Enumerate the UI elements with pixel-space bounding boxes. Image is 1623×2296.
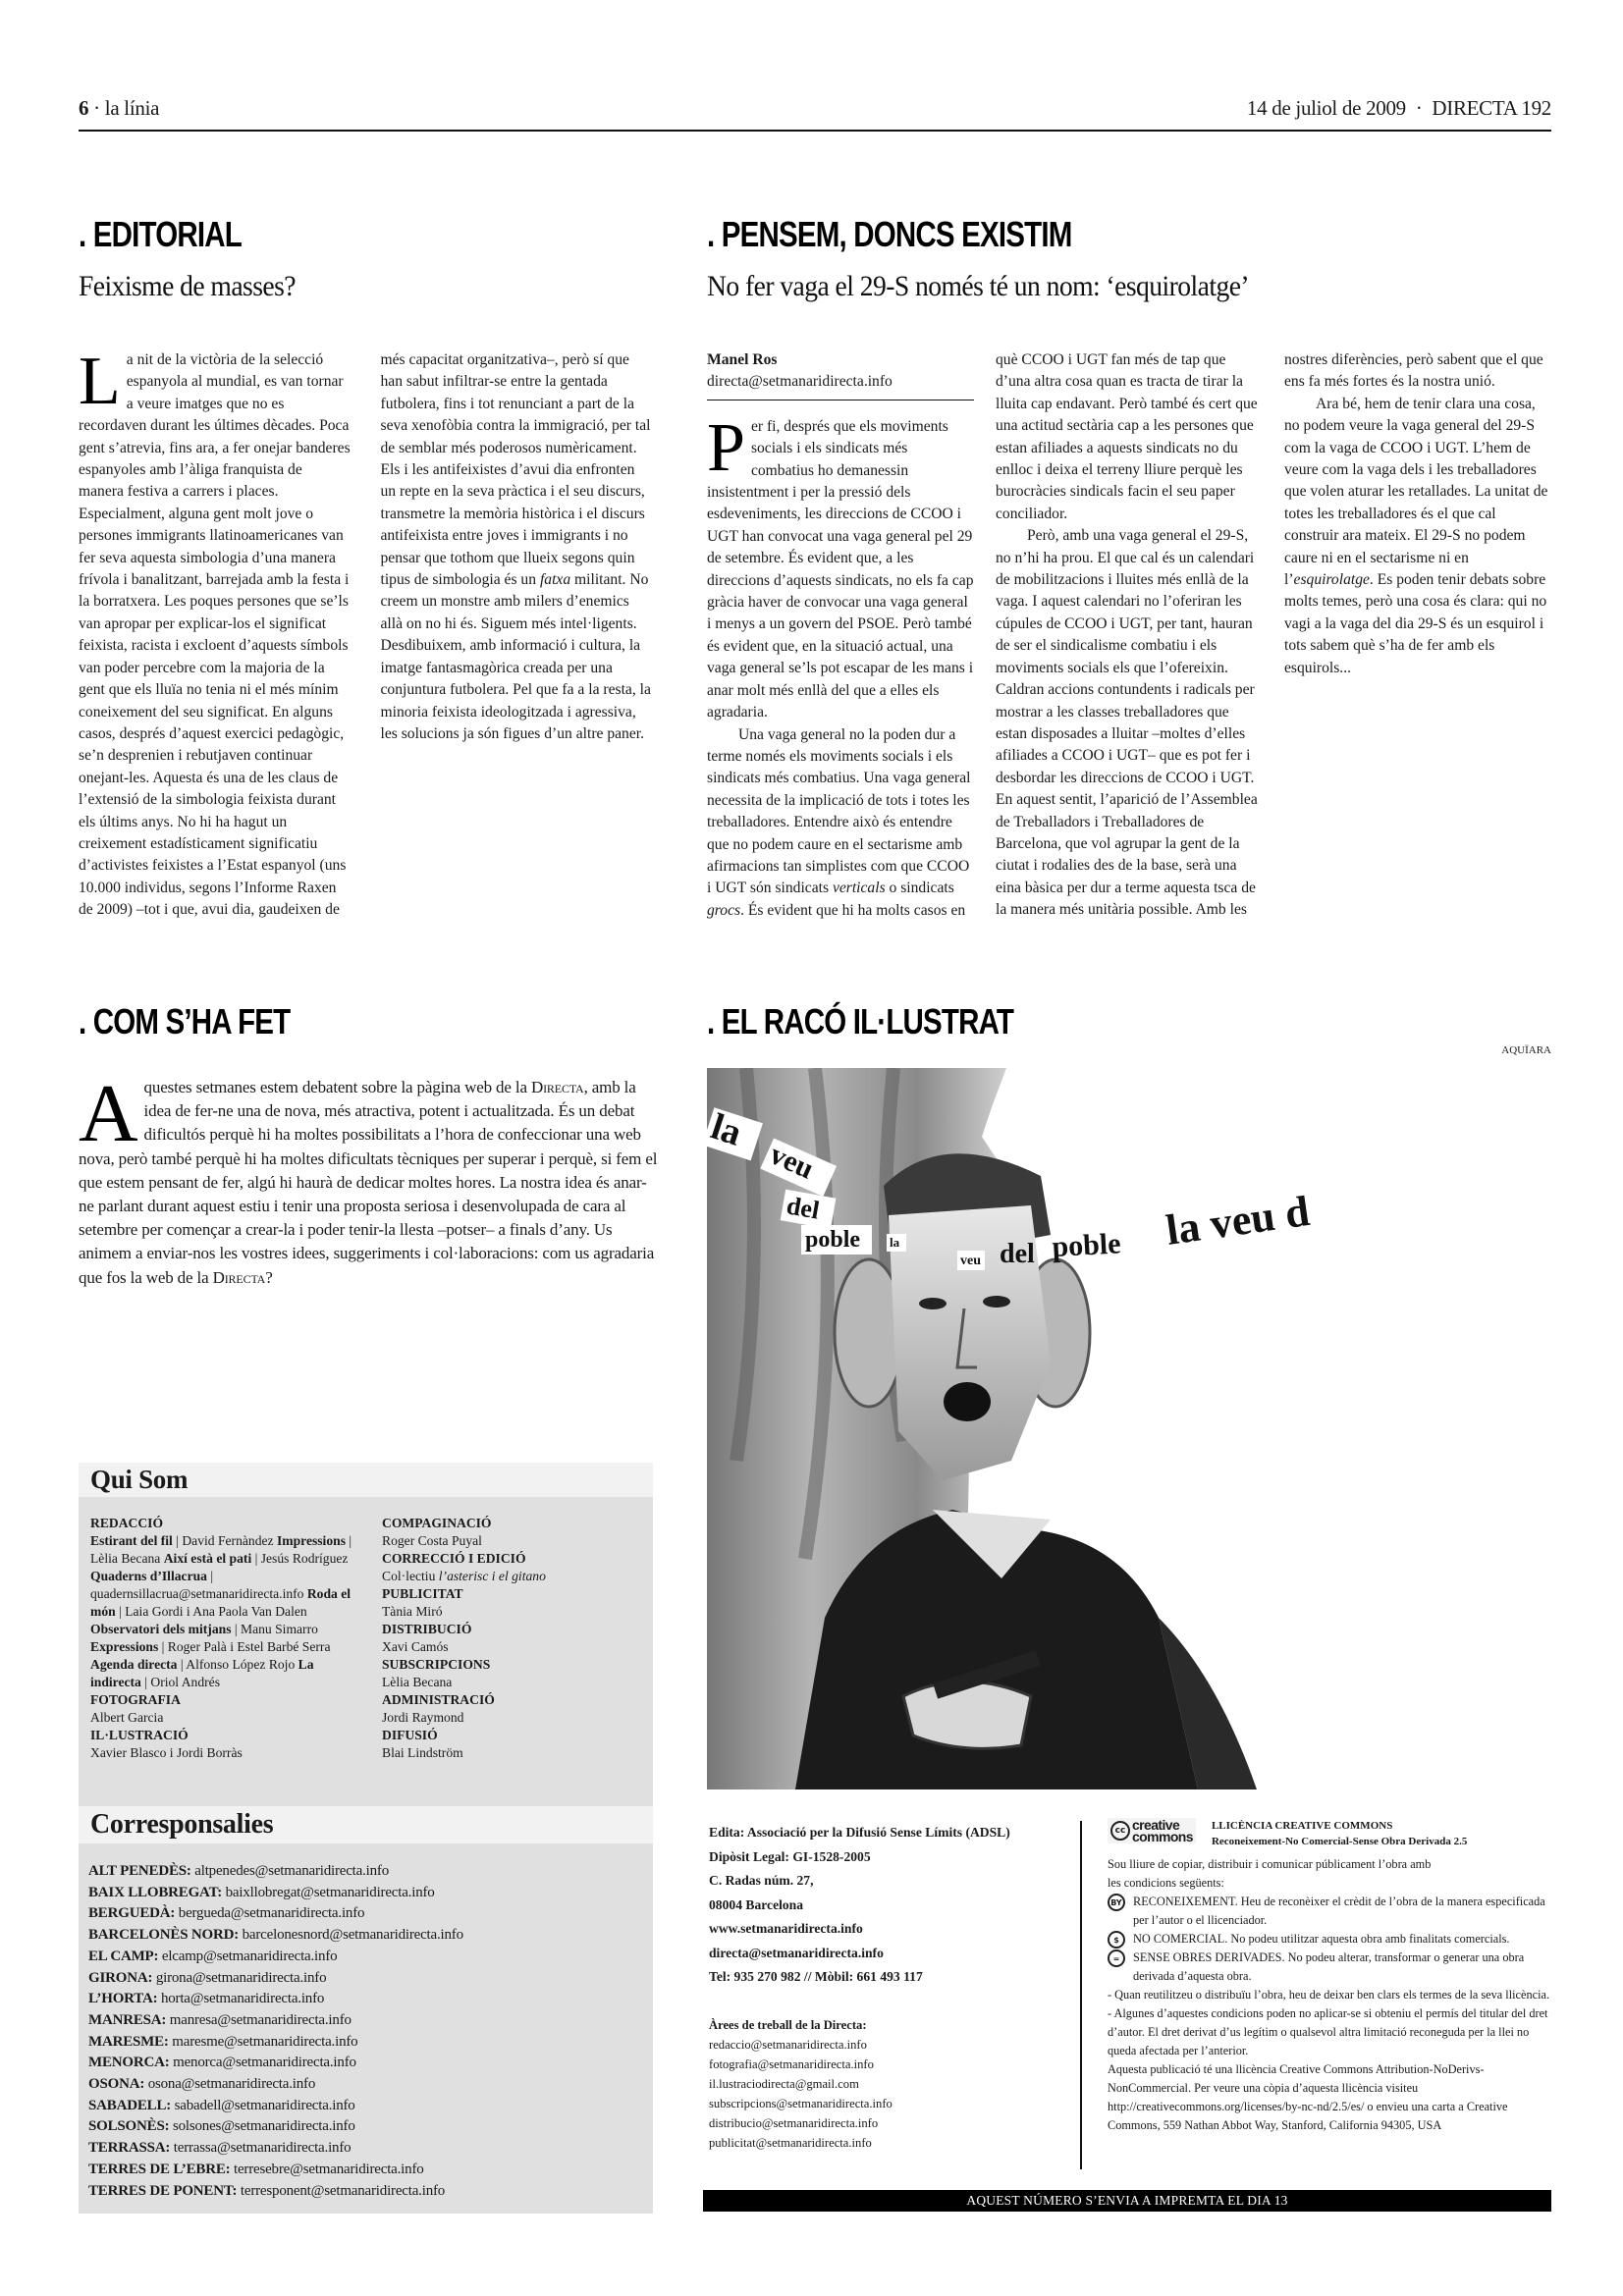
license-note: Aquesta publicació té una llicència Creative Commons Attribution-NoDerivs- NonCommercial. Per veure una còpia d’aquesta llicència visiteu http://creativecommons.org/licenses/by-nc-nd/2.5/es/ o envieu una carta a Creative Commons, 559 Nathan Abbot Way, Stanford, California 94305, USA (1108, 2062, 1508, 2132)
staff-line (90, 1691, 360, 1709)
region-name: GIRONA: (88, 1969, 153, 1986)
staff-line (382, 1532, 637, 1550)
text-run: , amb la idea de fer-ne una de nova, més atractiva, potent i actualitzada. És un debat dificultós perquè hi ha moltes possibilitats a l’hora de confeccionar una web nova, però també perquè hi ha moltes dificultats tècniques per superar i perquè, si fem el que estem pensant de fer, algú hi haurà de dedicar moltes hores. La nostra idea és anar-ne parlant durant aquest estiu i tenir una proposta seriosa i desenvolupada de cara al setembre per començar a crear-la i poder tenir-la llesta –potser– a finals d’any. Us animem a enviar-nos les vostres idees, suggeriments i col·laboracions: com us agradaria que fos la web de la (79, 1078, 658, 1287)
text-run: Impressions (276, 1533, 346, 1548)
condition-name: RECONEIXEMENT. (1133, 1895, 1238, 1908)
text-run: Xavi Camós (382, 1639, 449, 1654)
text-run: Així està el pati (163, 1551, 252, 1566)
staff-line (90, 1515, 360, 1532)
text-run: Lèlia Becana (382, 1675, 453, 1689)
license-note: - Quan reutilitzeu o distribuïu l’obra, heu de deixar ben clars els termes de la seva llicència. (1108, 1988, 1550, 2002)
collage-word: la (707, 1105, 747, 1154)
collage-word: la veu d (1163, 1186, 1313, 1255)
text-run: FOTOGRAFIA (90, 1692, 181, 1707)
staff-line (382, 1656, 637, 1674)
region-email[interactable]: terrassa@setmanaridirecta.info (170, 2140, 352, 2157)
collage-word: del (784, 1191, 822, 1225)
text-run: Tània Miró (382, 1604, 443, 1619)
text-run: Estirant del fil (90, 1533, 173, 1548)
text-run: er fi, després que els moviments socials i els sindicats més combatius ho demanessin insistentment i per la pressió dels esdeveniments, les direccions de CCOO i UGT han convocat una vaga general pel 29 de setembre. És evident que, a les direccions d’aquests sindicats, no els fa cap gràcia haver de convocar una vaga general i menys a un govern del PSOE. Però també és evident que, en la situació actual, una vaga general se’ls pot escapar de les mans i anar molt més enllà del que a elles els agradaria. (707, 417, 974, 721)
creative-commons-logo (1108, 1818, 1196, 1843)
text-run: DIFUSIÓ (382, 1728, 438, 1742)
work-area-email[interactable]: redaccio@setmanaridirecta.info (709, 2038, 867, 2052)
byline (707, 349, 974, 400)
text-run: Ara bé, hem de tenir clara una cosa, no podem veure la vaga general del 29-S com la vaga de CCOO i UGT. L’hem de veure com la vaga dels i les treballadores que volen aturar les retallades. La unitat de totes les treballadores és el que cal construir ara mateix. El 29-S no podem caure ni en el sectarisme ni en l’ (1284, 395, 1548, 589)
region-name: MARESME: (88, 2033, 169, 2050)
license-title-block (1212, 1818, 1467, 1849)
imprint-line: directa@setmanaridirecta.info (709, 1945, 884, 1960)
correspondent-item (88, 2032, 643, 2054)
qui-som-title: Qui Som (79, 1463, 653, 1497)
license-note: - Algunes d’aquestes condicions poden no aplicar-se si obteniu el permís del titular del dret d’autor. El dret derivat d’us legítim o qualsevol altra limitació reconeguda per la llei no queda afectada per l’anterior. (1108, 2006, 1548, 2057)
region-email[interactable]: maresme@setmanaridirecta.info (168, 2033, 358, 2050)
license-condition (1108, 1949, 1554, 1986)
author-email[interactable]: directa@setmanaridirecta.info (707, 373, 893, 391)
text-run: Agenda directa (90, 1657, 178, 1672)
collage-word: veu (960, 1254, 981, 1268)
condition-desc: No podeu utilitzar aquesta obra amb finalitats comercials. (1227, 1932, 1510, 1946)
collage-image (707, 1068, 1551, 1789)
cc-wordmark-bottom: commons (1132, 1829, 1193, 1844)
correspondent-item (88, 1947, 643, 1968)
correspondent-item (88, 2096, 643, 2117)
mouth (944, 1382, 991, 1421)
region-email[interactable]: sabadell@setmanaridirecta.info (171, 2097, 355, 2113)
correspondent-item (88, 1903, 643, 1925)
page-number: 6 (79, 96, 89, 120)
correspondent-item (88, 2074, 643, 2096)
text-run: SUBSCRIPCIONS (382, 1657, 491, 1672)
cc-icon: cc (1110, 1821, 1130, 1841)
com-sha-fet-kicker: . COM S’HA FET (79, 1001, 291, 1041)
illustration-credit: AQUÏARA (1501, 1044, 1551, 1056)
collage-word: del (1000, 1239, 1035, 1269)
region-name: MANRESA: (88, 2011, 167, 2028)
staff-line (382, 1603, 637, 1621)
collage-illustration (707, 1068, 1551, 1789)
header-rule (79, 130, 1551, 132)
work-area-email[interactable]: publicitat@setmanaridirecta.info (709, 2136, 872, 2150)
license-header (1108, 1818, 1554, 1849)
cc-wordmark (1132, 1819, 1193, 1842)
license-intro: Sou lliure de copiar, distribuir i comunicar públicament l’obra amb les condicions següents: (1108, 1857, 1432, 1890)
staff-line (90, 1727, 360, 1744)
text-run: IL·LUSTRACIÓ (90, 1728, 189, 1742)
staff-line (382, 1674, 637, 1691)
imprint-line: Dipòsit Legal: GI-1528-2005 (709, 1848, 871, 1864)
text-run: . És evident que hi ha molts casos en què CCOO i UGT fan més de tap que d’una altra cosa quan es tracta de tirar la lluita cap endavant. Però també és cert que una actitud sectària cap a les persones que estan afiliades a aquests sindicats no du enlloc i deixa el terreny lliure perquè les burocràcies sindicals facin el seu paper conciliador. (740, 351, 1258, 919)
license-condition (1108, 1930, 1554, 1949)
text-run: PUBLICITAT (382, 1586, 463, 1601)
corresponsalies-box (79, 1806, 653, 2214)
correspondent-item (88, 2160, 643, 2181)
correspondent-item (88, 1883, 643, 1904)
region-email[interactable]: menorca@setmanaridirecta.info (169, 2055, 356, 2071)
region-email[interactable]: elcamp@setmanaridirecta.info (158, 1948, 338, 1964)
imprint-line: www.setmanaridirecta.info (709, 1921, 863, 1936)
text-run: questes setmanes estem debatent sobre la pàgina web de la (143, 1078, 531, 1096)
text-run: | Manu Simarro (231, 1622, 318, 1636)
text-run: militant. No creem un monstre amb milers d’enemics allà on no hi és. Siguem més intel·ligents. Desdibuixem, amb informació i cultura, la imatge fantasmagòrica creada per una conjuntura futbolera. Pel que fa a la resta, la minoria feixista ideologitzada i agressiva, les solucions ja són figues d’un altre paner. (380, 571, 651, 742)
text-run: | Alfonso López Rojo (177, 1657, 298, 1672)
text-run: o sindicats (885, 880, 954, 897)
condition-text (1133, 1949, 1545, 1986)
text-run: Expressions (90, 1639, 159, 1654)
work-area-email[interactable]: il.lustraciodirecta@gmail.com (709, 2077, 859, 2091)
region-name: BERGUEDÀ: (88, 1905, 176, 1922)
text-run: La indirecta (90, 1657, 314, 1689)
work-areas-list (709, 2035, 1072, 2153)
imprint-line: C. Radas núm. 27, (709, 1873, 814, 1888)
correspondent-item (88, 1968, 643, 1990)
correspondent-item (88, 2053, 643, 2074)
correspondent-item (88, 2116, 643, 2138)
staff-line (382, 1709, 637, 1727)
pensem-paragraph (1284, 394, 1551, 679)
region-email[interactable]: terresponent@setmanaridirecta.info (237, 2182, 446, 2199)
work-areas-title: Àrees de treball de la Directa: (709, 2018, 867, 2032)
text-run: ? (265, 1267, 273, 1287)
correspondent-item (88, 2181, 643, 2203)
pensem-body (707, 349, 1551, 938)
drop-cap: L (79, 344, 121, 419)
text-run: Albert Garcia (90, 1710, 164, 1725)
text-run: Però, amb una vaga general el 29-S, no n’hi ha prou. El que cal és un calendari de mobilitzacions i lluites més enllà de la vaga. I aquest calendari no l’oferiran les cúpules de CCOO i UGT, per tant, hauran de ser el sindicalisme combatiu i els moviments socials els que l’ofereixin. Caldran accions contundents i radicals per mostrar a les classes treballadores que estan disposades a lluitar –moltes d’elles afiliades a CCOO i UGT– que es pot fer i desbordar les direccions de CCOO i UGT. En aquest sentit, l’aparició de l’Assemblea de Treballadors i Treballadores de Barcelona, que vol agrupar la gent de la ciutat i rodalies des de la base, serà una eina bàsica per dur a terme aquesta tsca de la manera més unitària possible. Amb les nostres diferències, però sabent que el que ens fa més fortes és la nostra unió. (996, 351, 1543, 919)
left-eye (919, 1298, 947, 1309)
text-run: Quaderns d’Illacrua (90, 1569, 207, 1583)
text-run: DISTRIBUCIÓ (382, 1622, 472, 1636)
drop-cap: A (79, 1068, 138, 1159)
staff-line (90, 1709, 360, 1727)
staff-line (382, 1550, 637, 1568)
license-subtitle: Reconeixement-No Comercial-Sense Obra Derivada 2.5 (1211, 1836, 1468, 1847)
separator: · (1415, 96, 1423, 120)
region-name: TERRES DE L’EBRE: (88, 2161, 231, 2177)
text-run: | Laia Gordi i Ana Paola Van Dalen (115, 1604, 307, 1619)
imprint-line: Tel: 935 270 982 // Mòbil: 661 493 117 (709, 1969, 923, 1984)
collage-word: veu (765, 1138, 819, 1186)
correspondent-item (88, 1989, 643, 2010)
staff-line (382, 1727, 637, 1744)
region-email[interactable]: bergueda@setmanaridirecta.info (175, 1905, 365, 1922)
imprint-line: 08004 Barcelona (709, 1896, 804, 1912)
license-title: LLICÈNCIA CREATIVE COMMONS (1211, 1820, 1393, 1832)
drop-cap: P (707, 409, 745, 486)
text-run: Directa (530, 1078, 584, 1096)
raco-kicker: . EL RACÓ IL·LUSTRAT (707, 1001, 1014, 1041)
corresponsalies-title: Corresponsalies (79, 1806, 653, 1843)
text-run: esquirolatge (1293, 571, 1370, 589)
by-icon: BY (1108, 1894, 1125, 1911)
text-run: Una vaga general no la poden dur a terme només els moviments socials i els sindicats més combatius. Una vaga general necessita de la implicació de tots i totes les treballadores. Entendre això és entendre que no podem caure en el sectarisme amb afirmacions tan simplistes com que CCOO i UGT són sindicats (707, 725, 971, 897)
region-name: OSONA: (88, 2076, 145, 2093)
editorial-paragraph (79, 344, 653, 938)
collage-word: poble (1051, 1227, 1122, 1263)
cc-wordmark-top: creative (1132, 1817, 1180, 1833)
region-name: EL CAMP: (88, 1948, 159, 1964)
text-run: | quadernsillacrua@setmanaridirecta.info (90, 1569, 307, 1601)
license-conditions (1108, 1893, 1554, 1986)
imprint-line: Edita: Associació per la Difusió Sense Límits (ADSL) (709, 1825, 1010, 1840)
license-block (1108, 1818, 1554, 2135)
section-name: · la línia (88, 96, 160, 120)
region-email[interactable]: altpenedes@setmanaridirecta.info (190, 1863, 390, 1879)
text-run: | Oriol Andrés (140, 1675, 220, 1689)
region-name: SOLSONÈS: (88, 2118, 170, 2135)
noncommercial-icon: $ (1108, 1931, 1125, 1949)
condition-desc: Heu de reconèixer el crèdit de l’obra de la manera especificada per l’autor o el llicenciador. (1133, 1895, 1545, 1927)
text-run: | Roger Palà i Estel Barbé Serra (158, 1639, 331, 1654)
region-email[interactable]: osona@setmanaridirecta.info (144, 2076, 316, 2093)
text-run: a nit de la victòria de la selecció espanyola al mundial, es van tornar a veure imatges que no es recordaven durant les últimes dècades. Poca gent s’atrevia, fins ara, a fer onejar banderes espanyoles amb l’àliga franquista de manera festiva a carrers i places. Especialment, alguna gent molt jove o persones immigrants llatinoamericanes van fer seva aquesta simbologia d’una manera frívola i banalitzant, barrejada amb la festa i la borratxera. Les poques persones que se’ls van apropar per explicar-los el significat feixista, racista i excloent d’aquests símbols van poder percebre com la majoria de la gent que els lluïa no tenia ni el més mínim coneixement del seu significat. En alguns casos, després d’aquest exercici pedagògic, se’n desprenien i rebutjaven continuar onejant-les. Aquesta és una de les claus de l’extensió de la simbologia feixista durant els últims anys. No hi ha hagut un creixement estadísticament significatiu d’activistes feixistes a l’Estat espanyol (uns 10.000 individus, segons l’Informe Raxen de 2009) –tot i que, avui dia, gaudeixen de més capacitat organitzativa–, però sí que han sabut infiltrar-se entre la gentada futbolera, fins i tot renunciant a part de la seva xenofòbia contra la immigració, per tal de semblar més poderosos numèricament. Els i les antifeixistes d’avui dia enfronten un repte en la seva pràctica i el seu discurs, transmetre la memòria històrica i el discurs antifeixista entre joves i immigrants i no pensar que tothom que llueix segons quin tipus de simbologia és un (79, 351, 651, 919)
author-name: Manel Ros (707, 351, 778, 368)
text-run: Jordi Raymond (382, 1710, 464, 1725)
region-name: L’HORTA: (88, 1991, 158, 2007)
work-area-email[interactable]: fotografia@setmanaridirecta.info (709, 2057, 874, 2071)
text-run: Roda el món (90, 1586, 352, 1619)
issue-info (1247, 96, 1551, 121)
condition-text (1133, 1930, 1545, 1949)
condition-text (1133, 1893, 1545, 1930)
text-run: Blai Lindström (382, 1745, 463, 1760)
staff-line (382, 1621, 637, 1638)
pensem-paragraph (707, 409, 974, 724)
work-area-email[interactable]: distribucio@setmanaridirecta.info (709, 2116, 879, 2130)
issue-date: 14 de juliol de 2009 (1246, 96, 1406, 120)
region-name: BARCELONÈS NORD: (88, 1927, 240, 1944)
collage-word: la (890, 1235, 900, 1250)
text-run: CORRECCIÓ I EDICIÓ (382, 1551, 526, 1566)
region-name: ALT PENEDÈS: (88, 1863, 191, 1879)
work-areas (709, 2015, 1072, 2153)
text-run: verticals (832, 880, 886, 897)
correspondent-item (88, 2138, 643, 2160)
issue-number: DIRECTA 192 (1432, 96, 1551, 120)
correspondent-item (88, 1925, 643, 1947)
com-sha-fet-body (79, 1068, 658, 1290)
condition-name: NO COMERCIAL. (1133, 1932, 1228, 1946)
region-name: TERRASSA: (88, 2140, 171, 2157)
region-name: MENORCA: (88, 2055, 170, 2071)
text-run: fatxa (539, 571, 571, 589)
region-email[interactable]: terresebre@setmanaridirecta.info (230, 2161, 424, 2177)
text-run: | David Fernàndez (172, 1533, 277, 1548)
staff-line (382, 1515, 637, 1532)
text-run: Xavier Blasco i Jordi Borràs (90, 1745, 243, 1760)
region-email[interactable]: baixllobregat@setmanaridirecta.info (222, 1884, 435, 1900)
qui-som-box (79, 1463, 653, 1806)
column-rule (1080, 1821, 1082, 2169)
qui-som-col2 (382, 1515, 637, 1789)
correspondent-item (88, 1861, 643, 1883)
text-run: ADMINISTRACIÓ (382, 1692, 495, 1707)
region-email[interactable]: barcelonesnord@setmanaridirecta.info (239, 1927, 463, 1944)
staff-line (90, 1744, 360, 1762)
pensem-title: No fer vaga el 29-S només té un nom: ‘esquirolatge’ (707, 270, 1250, 302)
editorial-kicker: . EDITORIAL (79, 214, 242, 254)
staff-line (382, 1744, 637, 1762)
text-run: Col·lectiu (382, 1569, 439, 1583)
text-run: COMPAGINACIÓ (382, 1516, 492, 1530)
editorial-body (79, 344, 653, 938)
qui-som-body (79, 1497, 653, 1806)
pensem-kicker: . PENSEM, DONCS EXISTIM (707, 214, 1072, 254)
region-name: BAIX LLOBREGAT: (88, 1884, 223, 1900)
right-eye (983, 1296, 1010, 1308)
staff-line (382, 1568, 637, 1585)
region-email[interactable]: horta@setmanaridirecta.info (157, 1991, 325, 2007)
region-name: SABADELL: (88, 2097, 172, 2113)
text-run: Roger Costa Puyal (382, 1533, 482, 1548)
collage-word: poble (805, 1227, 861, 1253)
region-email[interactable]: girona@setmanaridirecta.info (152, 1969, 327, 1986)
staff-line (382, 1691, 637, 1709)
imprint (709, 1821, 1072, 1990)
hand (903, 1682, 1031, 1748)
text-run: . Es poden tenir debats sobre molts temes, però una cosa és clara: qui no vagi a la vaga del dia 29-S és un esquirol i tots sabem què s’ha de fer amb els esquirols... (1284, 571, 1547, 676)
staff-line (382, 1638, 637, 1656)
text-run: REDACCIÓ (90, 1516, 164, 1530)
text-run: | Lèlia Becana (90, 1533, 352, 1566)
no-derivatives-icon: = (1108, 1949, 1125, 1967)
text-run: Directa (212, 1267, 266, 1287)
license-notes (1108, 1986, 1554, 2135)
staff-line (382, 1585, 637, 1603)
condition-desc: No podeu alterar, transformar o generar una obra derivada d’aquesta obra. (1133, 1950, 1525, 1983)
editorial-title: Feixisme de masses? (79, 270, 297, 302)
region-name: TERRES DE PONENT: (88, 2182, 238, 2199)
region-email[interactable]: solsones@setmanaridirecta.info (169, 2118, 355, 2135)
page-folio (79, 96, 159, 121)
corresponsalies-list (79, 1843, 653, 2214)
text-run: Observatori dels mitjans (90, 1622, 232, 1636)
correspondent-item (88, 2010, 643, 2032)
staff-line (90, 1532, 360, 1691)
print-date-bar: AQUEST NÚMERO S’ENVIA A IMPREMTA EL DIA 13 (703, 2190, 1551, 2212)
text-run: grocs (707, 901, 741, 919)
region-email[interactable]: manresa@setmanaridirecta.info (166, 2011, 352, 2028)
qui-som-col1 (90, 1515, 360, 1789)
text-run: l’asterisc i el gitano (438, 1569, 546, 1583)
condition-name: SENSE OBRES DERIVADES. (1133, 1950, 1285, 1964)
license-condition (1108, 1893, 1554, 1930)
text-run: | Jesús Rodríguez (251, 1551, 349, 1566)
work-area-email[interactable]: subscripcions@setmanaridirecta.info (709, 2097, 893, 2110)
